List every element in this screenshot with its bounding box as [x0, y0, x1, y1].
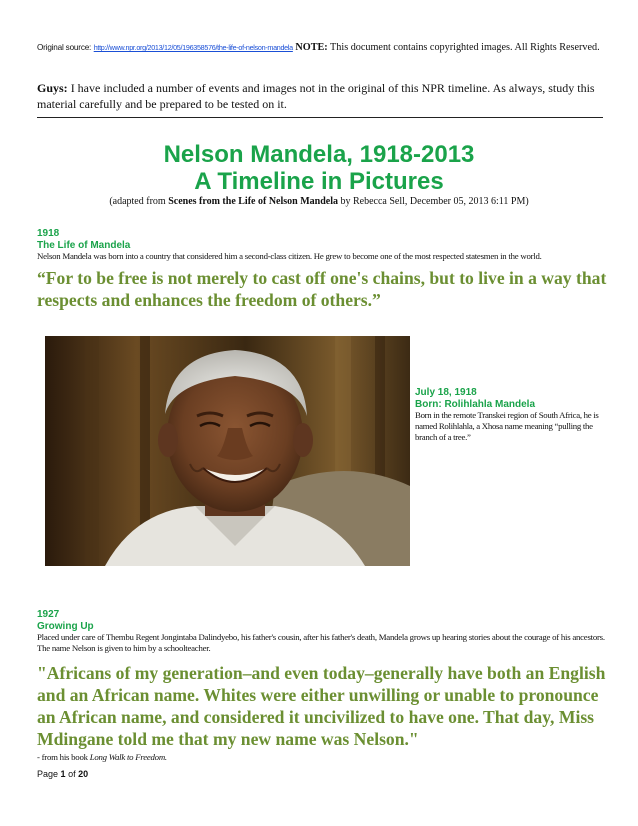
- guys-text: I have included a number of events and images not in the original of this NPR timeline. As always, study this material carefully and be prepared to be tested on it.: [37, 81, 595, 111]
- attribution-prefix: - from his book: [37, 752, 88, 762]
- name-quote: "Africans of my generation–and even today–generally have both an English and an African name. Whites were either unwilling or unable to pronounce an African name, and considered it uncivilized to have one. That day, Miss Mdingane told me that my new name was Nelson.": [37, 663, 606, 749]
- source-label: Original source:: [37, 43, 92, 52]
- note-label: NOTE:: [295, 42, 328, 53]
- header-divider: [37, 117, 603, 118]
- page-title: Nelson Mandela, 1918-2013: [163, 141, 475, 168]
- page-counter: [37, 769, 88, 780]
- source-line: [37, 40, 603, 55]
- book-title: Long Walk to Freedom.: [89, 752, 167, 762]
- section-1927-text: Placed under care of Thembu Regent Jongintaba Dalindyebo, his father's cousin, after his father's death, Mandela grows up hearing stories about the courage of his ancestors. The name Nelson is given to him by a schoolteacher.: [37, 632, 605, 653]
- mandela-portrait-photo: [45, 336, 410, 566]
- section-1918-text: Nelson Mandela was born into a country that considered him a second-class citizen. He grew to become one of the most respected statesmen in the world.: [37, 251, 542, 261]
- page-total: 20: [78, 769, 89, 779]
- section-1918-year: 1918: [37, 228, 60, 239]
- caption-text: Born in the remote Transkei region of South Africa, he is named Rolihlahla, a Xhosa name meaning “pulling the branch of a tree.”: [415, 410, 599, 442]
- page-word: Page: [37, 769, 59, 779]
- note-text: This document contains copyrighted images. All Rights Reserved.: [330, 42, 600, 53]
- adapted-prefix: (adapted from: [109, 196, 166, 207]
- caption-date: July 18, 1918: [415, 387, 477, 398]
- quote-attribution: [37, 752, 167, 763]
- page-number: 1: [60, 769, 66, 779]
- adapted-credit: [0, 196, 638, 208]
- guys-label: Guys:: [37, 81, 68, 95]
- photo-caption: [415, 387, 615, 443]
- section-1927-heading: Growing Up: [37, 621, 94, 632]
- caption-heading: Born: Rolihlahla Mandela: [415, 398, 536, 410]
- page-subtitle: A Timeline in Pictures: [194, 168, 444, 195]
- section-1918-heading: The Life of Mandela: [37, 240, 131, 251]
- section-1927-year: 1927: [37, 609, 60, 620]
- source-link[interactable]: http://www.npr.org/2013/12/05/196358576/the-life-of-nelson-mandela: [93, 43, 293, 52]
- guys-note: [37, 80, 603, 112]
- freedom-quote: “For to be free is not merely to cast off one's chains, but to live in a way that respects and enhances the freedom of others.”: [37, 268, 607, 310]
- adapted-suffix: by Rebecca Sell, December 05, 2013 6:11 PM): [340, 196, 529, 207]
- of-word: of: [68, 769, 76, 779]
- adapted-source: Scenes from the Life of Nelson Mandela: [168, 196, 338, 207]
